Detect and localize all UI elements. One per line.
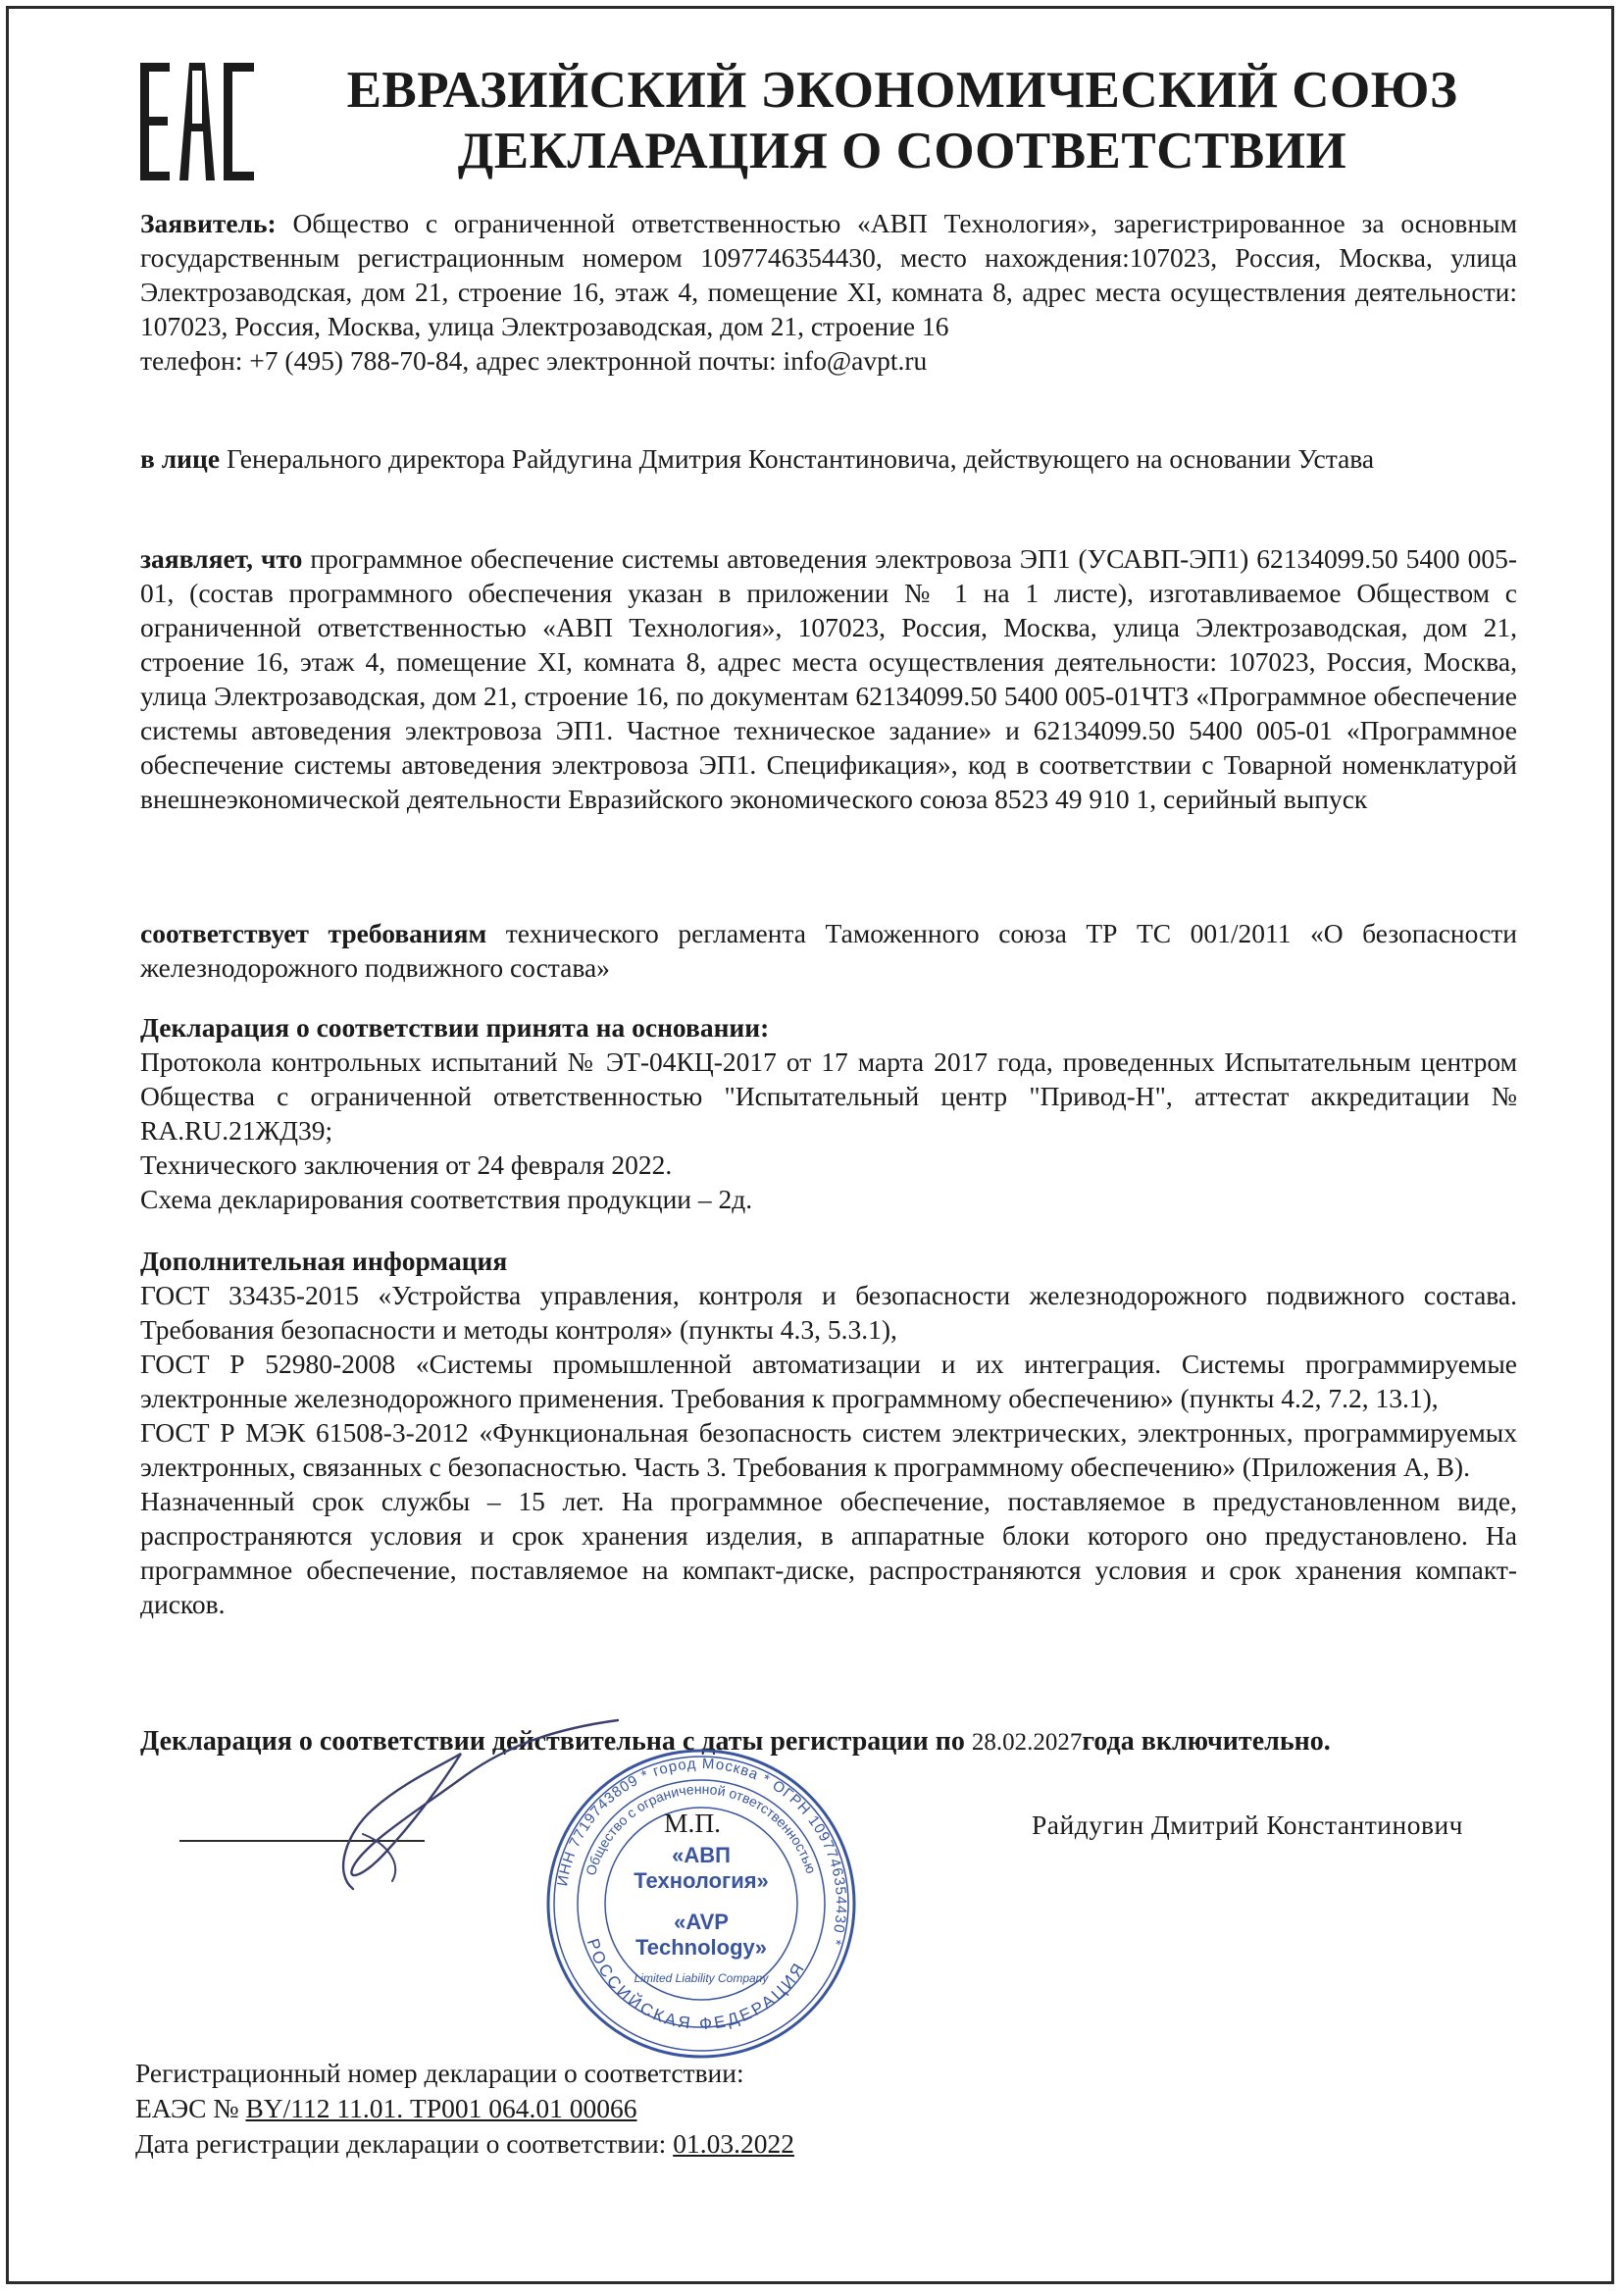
signatory-name: Райдугин Дмитрий Константинович bbox=[1032, 1810, 1463, 1840]
stamp-name-ru-2: Технология» bbox=[634, 1868, 769, 1893]
company-stamp-icon bbox=[544, 1747, 858, 2061]
basis-scheme: Схема декларирования соответствия продукции – 2д. bbox=[140, 1184, 753, 1214]
basis-conclusion: Технического заключения от 24 февраля 2022. bbox=[140, 1149, 673, 1180]
signature-area bbox=[0, 1716, 1624, 2050]
stamp-inner-ring-text: Общество с ограниченной ответственностью bbox=[582, 1780, 820, 1878]
applicant-label: Заявитель: bbox=[140, 208, 277, 238]
representative-label: в лице bbox=[140, 443, 221, 474]
stamp-name-en-2: Technology» bbox=[634, 1935, 768, 1960]
complies-text: технического регламента Таможенного союза ТР ТС 001/2011 «О безопасности железнодорожного подвижного состава» bbox=[140, 918, 1518, 983]
additional-section bbox=[140, 1244, 1517, 1621]
stamp-llc-text: Limited Liability Company bbox=[634, 1971, 769, 1985]
basis-section bbox=[140, 1010, 1517, 1216]
representative-text: Генерального директора Райдугина Дмитрия Константиновича, действующего на основании Устава bbox=[226, 443, 1375, 474]
registration-number: BY/112 11.01. ТР001 064.01 00066 bbox=[245, 2093, 637, 2123]
registration-number-label: Регистрационный номер декларации о соответствии: bbox=[135, 2058, 744, 2088]
eac-logo-icon bbox=[140, 63, 254, 180]
additional-gost-3: ГОСТ Р МЭК 61508-3-2012 «Функциональная безопасность систем электрических, электронных, программируемых электронных, связанных с безопасностью. Часть 3. Требования к программному обеспечению» (Приложения А, В). bbox=[140, 1417, 1517, 1482]
additional-gost-2: ГОСТ Р 52980-2008 «Системы промышленной автоматизации и их интеграция. Системы программируемые электронные железнодорожного применения. Требования к программному обеспечению» (пункты 4.2, 7.2, 13.1), bbox=[140, 1349, 1517, 1413]
stamp-name-en-1: «AVP bbox=[674, 1910, 729, 1934]
additional-service-life: Назначенный срок службы – 15 лет. На программное обеспечение, поставляемое в предустановленном виде, распространяются условия и срок хранения изделия, в аппаратные блоки которого оно предустановлено. На программное обеспечение, поставляемое на компакт-диске, распространяются условия и срок хранения компакт-дисков. bbox=[140, 1486, 1517, 1619]
complies-label: соответствует требованиям bbox=[140, 918, 487, 948]
stamp-ring-text: ИНН 7719743809 * город Москва * ОГРН 1097746354430 * bbox=[554, 1755, 850, 1948]
validity-date: 28.02.2027 bbox=[971, 1729, 1083, 1756]
stamp-name-ru-1: «АВП bbox=[672, 1843, 731, 1867]
complies-section bbox=[140, 916, 1517, 985]
registration-number-line bbox=[135, 2092, 1312, 2125]
declares-label: заявляет, что bbox=[140, 543, 303, 574]
mp-label: М.П. bbox=[664, 1808, 722, 1838]
registration-number-prefix: ЕАЭС № bbox=[135, 2093, 239, 2123]
basis-heading: Декларация о соответствии принята на основании: bbox=[140, 1012, 770, 1043]
validity-suffix: года включительно. bbox=[1082, 1726, 1331, 1757]
basis-protocol: Протокола контрольных испытаний № ЭТ-04КЦ-2017 от 17 марта 2017 года, проведенных Испытательным центром Общества с ограниченной ответственностью "Испытательный центр "Привод-Н", аттестат аккредитации № RA.RU.21ЖД39; bbox=[140, 1046, 1517, 1146]
applicant-section bbox=[140, 206, 1517, 378]
registration-date: 01.03.2022 bbox=[673, 2128, 794, 2159]
declares-section bbox=[140, 541, 1517, 816]
applicant-contacts: телефон: +7 (495) 788-70-84, адрес электронной почты: info@avpt.ru bbox=[140, 345, 928, 376]
registration-date-line bbox=[135, 2127, 1312, 2161]
declares-text: программное обеспечение системы автоведения электровоза ЭП1 (УСАВП-ЭП1) 62134099.50 5400 005-01, (состав программного обеспечения указан в приложении № 1 на 1 листе), изготавливаемое Обществом с ограниченной ответственностью «АВП Технология», 107023, Россия, Москва, улица Электрозаводская, дом 21, строение 16, этаж 4, помещение XI, комната 8, адрес места осуществления деятельности: 107023, Россия, Москва, улица Электрозаводская, дом 21, строение 16, по документам 62134099.50 5400 005-01ЧТЗ «Программное обеспечение системы автоведения электровоза ЭП1. Частное техническое задание» и 62134099.50 5400 005-01 «Программное обеспечение системы автоведения электровоза ЭП1. Спецификация», код в соответствии с Товарной номенклатурой внешнеэкономической деятельности Евразийского экономического союза 8523 49 910 1, серийный выпуск bbox=[140, 543, 1518, 814]
declaration-title: ДЕКЛАРАЦИЯ О СООТВЕТСТВИИ bbox=[457, 123, 1347, 179]
validity-prefix: Декларация о соответствии действительна с даты регистрации по bbox=[140, 1726, 965, 1757]
registration-date-label: Дата регистрации декларации о соответствии: bbox=[135, 2128, 667, 2159]
applicant-text: Общество с ограниченной ответственностью «АВП Технология», зарегистрированное за основным государственным регистрационным номером 1097746354430, место нахождения:107023, Россия, Москва, улица Электрозаводская, дом 21, строение 16, этаж 4, помещение XI, комната 8, адрес места осуществления деятельности: 107023, Россия, Москва, улица Электрозаводская, дом 21, строение 16 bbox=[140, 208, 1518, 341]
additional-gost-1: ГОСТ 33435-2015 «Устройства управления, контроля и безопасности железнодорожного подвижного состава. Требования безопасности и методы контроля» (пункты 4.3, 5.3.1), bbox=[140, 1280, 1517, 1345]
stamp-country-text: РОССИЙСКАЯ ФЕДЕРАЦИЯ bbox=[583, 1936, 810, 2034]
union-title: ЕВРАЗИЙСКИЙ ЭКОНОМИЧЕСКИЙ СОЮЗ bbox=[346, 62, 1458, 119]
representative-section bbox=[140, 441, 1517, 476]
additional-heading: Дополнительная информация bbox=[140, 1246, 508, 1276]
